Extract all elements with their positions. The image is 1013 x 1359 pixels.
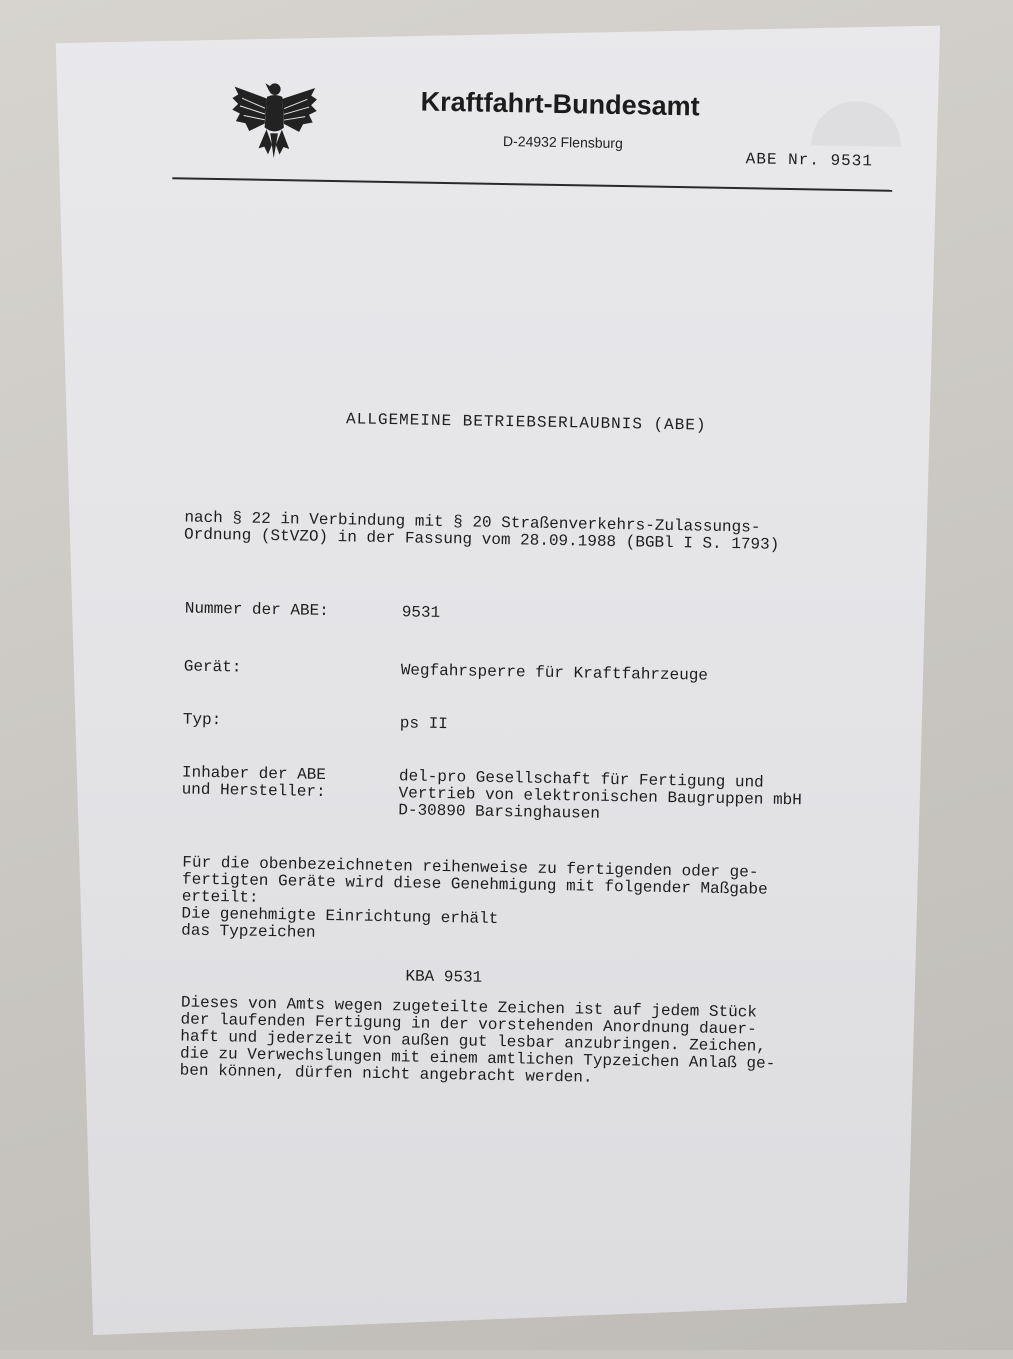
field-label-device: Gerät: <box>183 657 242 677</box>
field-label-type: Typ: <box>182 710 222 730</box>
agency-name: Kraftfahrt-Bundesamt <box>420 86 700 122</box>
field-label-number: Nummer der ABE: <box>184 599 329 621</box>
field-value-holder: del-pro Gesellschaft für Fertigung und Vertrieb von elektronischen Baugruppen mbH D-30890 Barsinghausen <box>398 767 802 823</box>
field-value-device: Wegfahrsperre für Kraftfahrzeuge <box>400 661 709 685</box>
document-title: ALLGEMEINE BETRIEBSERLAUBNIS (ABE) <box>345 410 707 435</box>
abe-number: ABE Nr. 9531 <box>745 150 874 171</box>
approval-paragraph: Für die obenbezeichneten reihenweise zu fertigenden oder ge- fertigten Geräte wird diese Genehmigung mit folgender Maßgabe erteilt: Die genehmigte Einrichtung erhält das Typzeichen <box>181 853 768 942</box>
marking-paragraph: Dieses von Amts wegen zugeteilte Zeichen ist auf jedem Stück der laufenden Fertigung in der vorstehenden Anordnung dauer- haft und jederzeit von außen gut lesbar anzubringen. Zeichen, die zu Verwechslungen mit einem amtlichen Typzeichen Anlaß ge- ben können, dürfen nicht angebracht werden. <box>179 993 776 1087</box>
field-value-number: 9531 <box>401 603 441 622</box>
field-value-type: ps II <box>399 714 448 734</box>
agency-address: D-24932 Flensburg <box>502 132 623 152</box>
federal-eagle-icon <box>226 69 324 167</box>
type-mark: KBA 9531 <box>405 967 483 987</box>
legal-basis: nach § 22 in Verbindung mit § 20 Straßenverkehrs-Zulassungs- Ordnung (StVZO) in der Fassung vom 28.09.1988 (BGBl I S. 1793) <box>183 508 780 554</box>
header-divider <box>172 177 892 192</box>
show-through-emblem <box>811 100 902 147</box>
field-label-holder: Inhaber der ABE und Hersteller: <box>181 763 327 801</box>
